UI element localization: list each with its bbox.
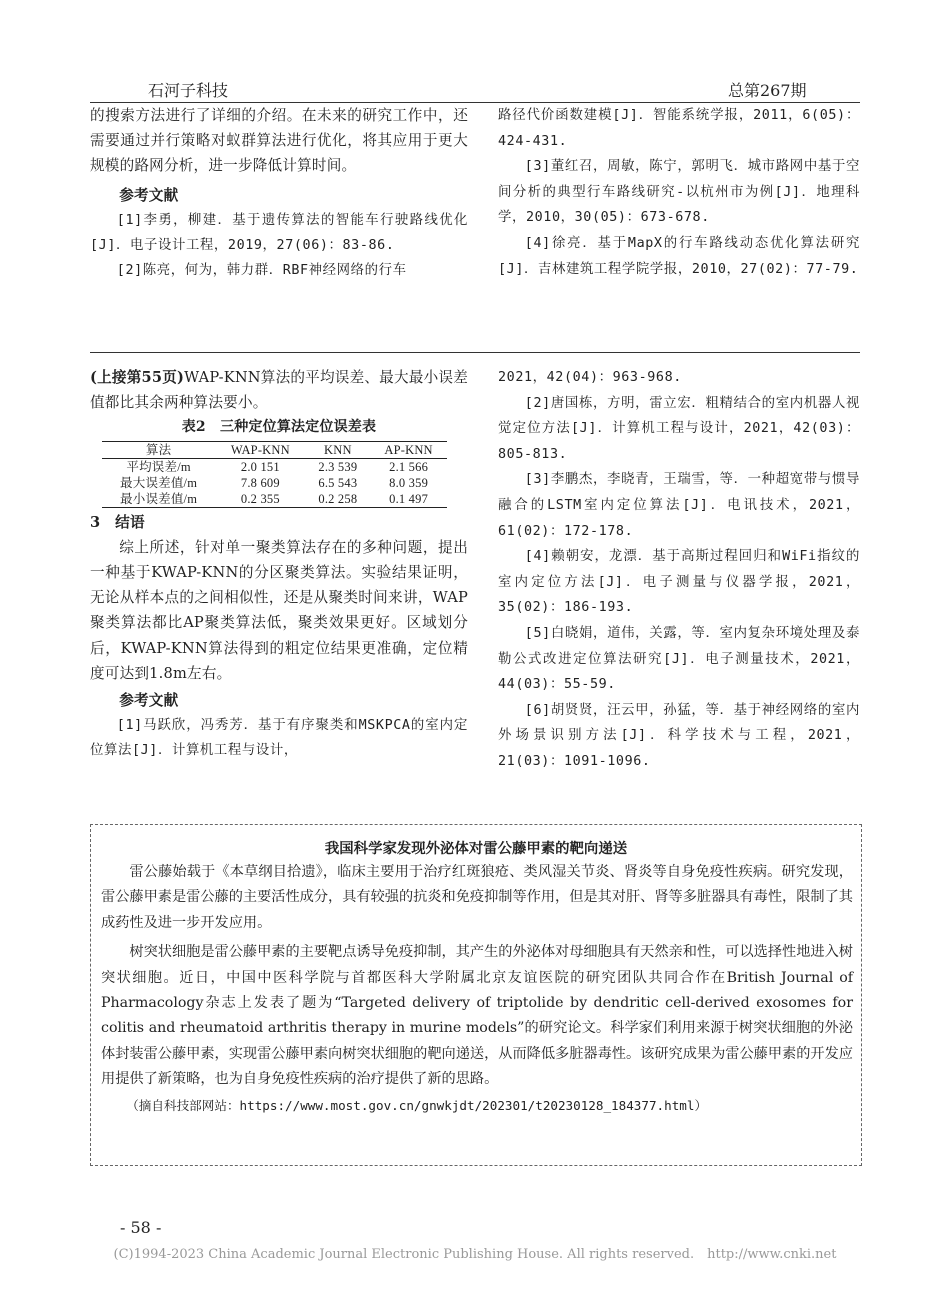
error-table [102, 441, 447, 508]
news-box [90, 824, 862, 1166]
table-header-cell: 算法 [145, 442, 172, 457]
table-cell: 6.5 543 [318, 475, 358, 490]
copyright-footer: (C)1994-2023 China Academic Journal Electronic Publishing House. All rights reserved. http://www.cnki.net [113, 1247, 837, 1262]
continued-from-label: (上接第55页) [90, 369, 185, 386]
table-row [102, 475, 447, 491]
top-left-column [90, 103, 468, 283]
issue-number: 总第267期 [728, 81, 807, 100]
news-source: （摘自科技部网站：https://www.most.gov.cn/gnwkjdt/202301/t20230128_184377.html） [126, 1097, 708, 1113]
news-title: 我国科学家发现外泌体对雷公藤甲素的靶向递送 [324, 840, 628, 857]
section-heading: 3 结语 [90, 513, 145, 531]
table-cell: 0.1 497 [389, 491, 429, 506]
section-divider [90, 352, 860, 353]
reference-item: [3]李鹏杰，李晓青，王瑞雪，等．一种超宽带与惯导融合的LSTM室内定位算法[J]．电讯技术，2021，61(02)：172-178. [498, 472, 860, 539]
table-row [102, 491, 447, 508]
table-header-cell: WAP-KNN [230, 442, 290, 457]
intro-paragraph [90, 365, 468, 415]
table-header-cell: AP-KNN [384, 442, 433, 457]
bottom-right-column [498, 365, 860, 775]
table-cell: 平均误差/m [126, 459, 191, 474]
conclusion-paragraph: 综上所述，针对单一聚类算法存在的多种问题，提出一种基于KWAP-KNN的分区聚类算法。实验结果证明，无论从样本点的之间相似性，还是从聚类时间来讲，WAP聚类算法都比AP聚类算法低，聚类效果更好。区域划分后，KWAP-KNN算法得到的粗定位结果更准确，定位精度可达到1.8m左右。 [90, 538, 468, 682]
bottom-left-column [90, 365, 468, 764]
page-number: - 58 - [120, 1218, 162, 1237]
reference-item: [2]陈亮，何为，韩力群．RBF神经网络的行车 [116, 263, 407, 279]
table-caption: 表2 三种定位算法定位误差表 [181, 419, 377, 436]
top-right-column [498, 103, 860, 282]
table-cell: 2.0 151 [240, 459, 280, 474]
reference-item: [3]董红召，周敏，陈宁，郭明飞．城市路网中基于空间分析的典型行车路线研究-以杭州市为例[J]．地理科学，2010，30(05)：673-678. [498, 159, 860, 226]
table-header-row [102, 441, 447, 458]
journal-name: 石河子科技 [148, 81, 229, 100]
table-cell: 8.0 359 [389, 475, 429, 490]
news-paragraph: 树突状细胞是雷公藤甲素的主要靶点诱导免疫抑制，其产生的外泌体对母细胞具有天然亲和性，可以选择性地进入树突状细胞。近日，中国中医科学院与首都医科大学附属北京友谊医院的研究团队共同合作在British Journal of Pharmacology杂志上发表了题为“Targeted delivery of triptolide by dendritic cell-derived exosomes for colitis and rheumatoid arthritis therapy in murine models”的研究论文。科学家们利用来源于树突状细胞的外泌体封装雷公藤甲素，实现雷公藤甲素向树突状细胞的靶向递送，从而降低多脏器毒性。该研究成果为雷公藤甲素的开发应用提供了新策略，也为自身免疫性疾病的治疗提供了新的思路。 [101, 944, 853, 1088]
table-cell: 0.2 355 [240, 491, 280, 506]
reference-item: 2021，42(04)：963-968. [498, 370, 682, 385]
body-paragraph: 的搜索方法进行了详细的介绍。在未来的研究工作中，还需要通过并行策略对蚁群算法进行优化，将其应用于更大规模的路网分析，进一步降低计算时间。 [90, 107, 468, 175]
table-row [102, 458, 447, 475]
table-cell: 0.2 258 [318, 491, 358, 506]
reference-item: [6]胡贤贤，汪云甲，孙猛，等．基于神经网络的室内外场景识别方法[J]．科学技术与工程，2021，21(03)：1091-1096. [498, 702, 860, 769]
table-cell: 最大误差值/m [120, 475, 198, 490]
table-header-cell: KNN [323, 442, 352, 457]
table-cell: 2.1 566 [389, 459, 429, 474]
table-cell: 最小误差值/m [120, 491, 198, 506]
news-paragraph: 雷公藤始载于《本草纲目拾遗》，临床主要用于治疗红斑狼疮、类风湿关节炎、肾炎等自身免疫性疾病。研究发现，雷公藤甲素是雷公藤的主要活性成分，具有较强的抗炎和免疫抑制等作用，但是其对肝、肾等多脏器具有毒性，限制了其成药性及进一步开发应用。 [101, 864, 853, 931]
reference-item: [4]赖朝安，龙漂．基于高斯过程回归和WiFi指纹的室内定位方法[J]．电子测量与仪器学报，2021，35(02)：186-193. [498, 549, 860, 616]
reference-item: 路径代价函数建模[J]．智能系统学报，2011，6(05)：424-431. [498, 108, 860, 149]
reference-item: [4]徐亮．基于MapX的行车路线动态优化算法研究[J]．吉林建筑工程学院学报，2010，27(02)：77-79. [498, 235, 860, 277]
reference-item: [1]马跃欣，冯秀芳．基于有序聚类和MSKPCA的室内定位算法[J]．计算机工程与设计， [90, 718, 468, 759]
intro-text: WAP-KNN算法的平均误差、最大最小误差值都比其余两种算法要小。 [90, 369, 468, 412]
references-heading: 参考文献 [119, 186, 179, 204]
reference-item: [2]唐国栋，方明，雷立宏．粗精结合的室内机器人视觉定位方法[J]．计算机工程与设计，2021，42(03)：805-813. [498, 395, 860, 462]
news-body [91, 858, 861, 1118]
references-heading: 参考文献 [119, 692, 179, 710]
reference-item: [1]李勇，柳建．基于遗传算法的智能车行驶路线优化[J]．电子设计工程，2019，27(06)：83-86. [90, 212, 468, 254]
table-cell: 7.8 609 [240, 475, 280, 490]
reference-item: [5]白晓娟，道伟，关露，等．室内复杂环境处理及泰勒公式改进定位算法研究[J]．电子测量技术，2021，44(03)：55-59. [498, 625, 860, 693]
table-cell: 2.3 539 [318, 459, 358, 474]
